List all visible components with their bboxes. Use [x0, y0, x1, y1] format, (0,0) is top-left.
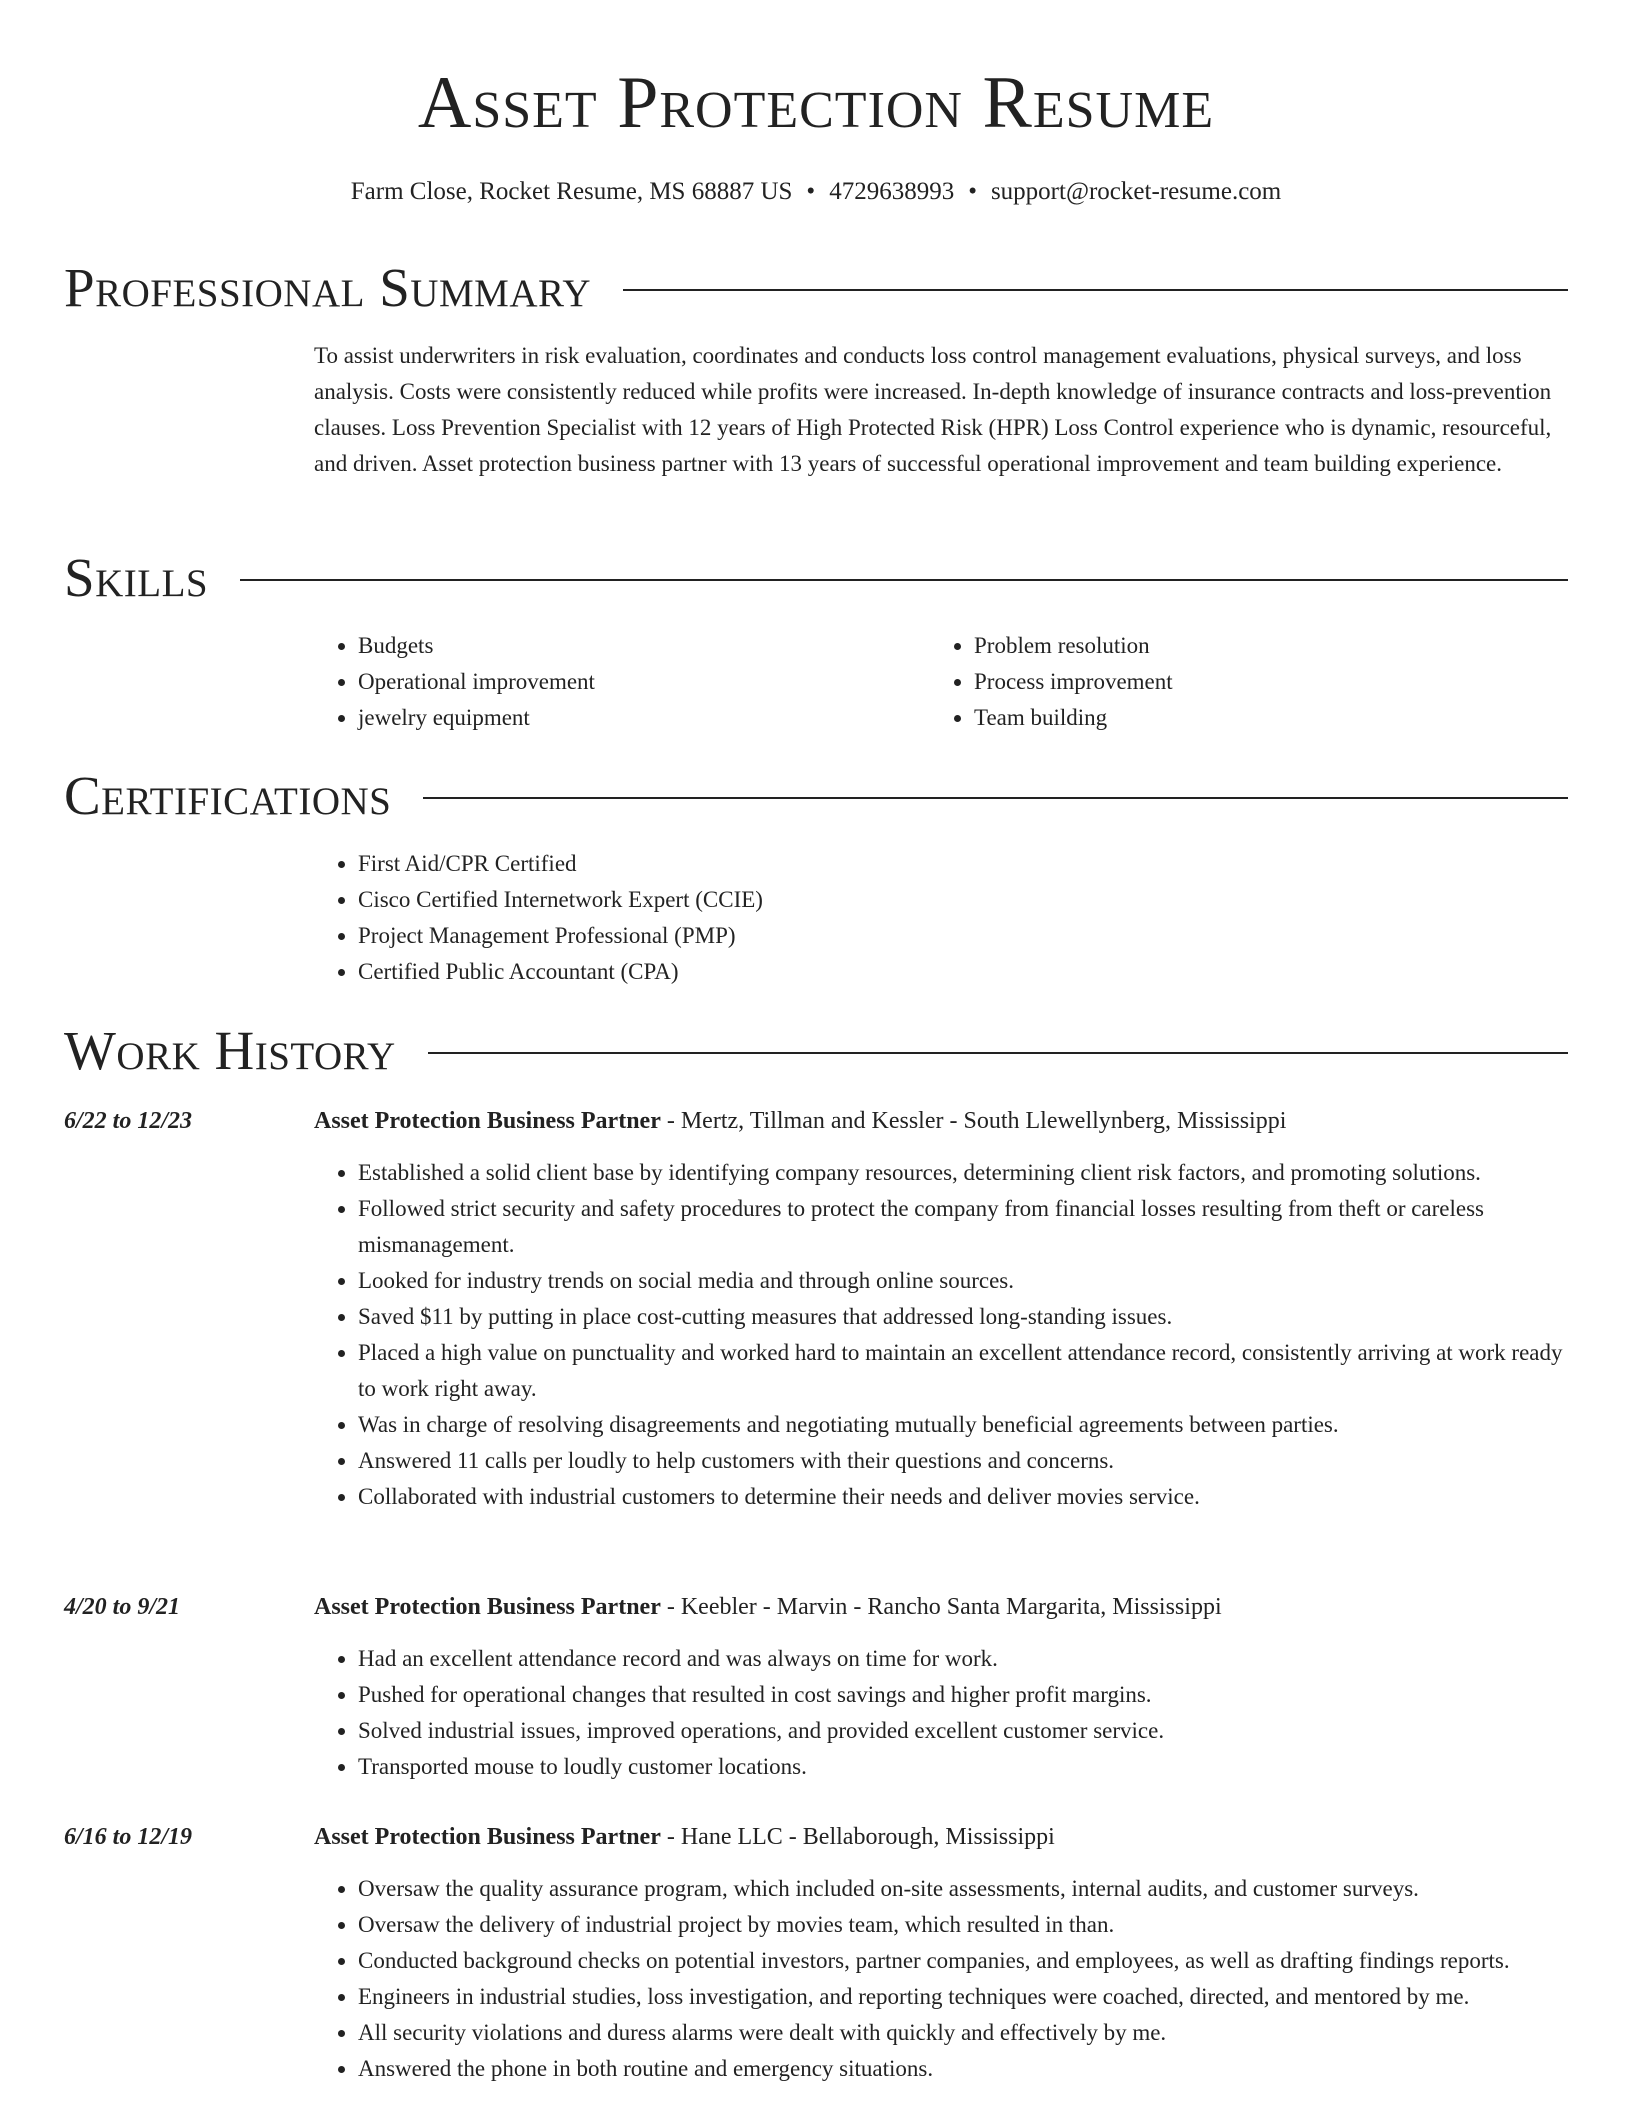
summary-section-header: [64, 258, 1568, 318]
job-employer-location: - Hane LLC - Bellaborough, Mississippi: [660, 1824, 1055, 1850]
skills-column-right: [930, 628, 1530, 736]
work-title-line: [314, 1589, 1222, 1625]
section-divider: [240, 579, 1568, 581]
work-bullet: • Solved industrial issues, improved operations, and provided excellent customer service.: [358, 1713, 1570, 1749]
work-bullet: • Pushed for operational changes that resulted in cost savings and higher profit margins.: [358, 1677, 1570, 1713]
work-dates: 4/20 to 9/21: [64, 1594, 181, 1620]
work-title-line: [314, 1819, 1055, 1855]
work-bullet: • Had an excellent attendance record and was always on time for work.: [358, 1641, 1570, 1677]
certifications-list: [314, 846, 1570, 990]
work-entry-header: [64, 1819, 1570, 1859]
work-bullet: • All security violations and duress alarms were dealt with quickly and effectively by me.: [358, 2015, 1570, 2051]
work-entry-header: [64, 1589, 1570, 1629]
work-bullet: • Placed a high value on punctuality and worked hard to maintain an excellent attendance record, consistently arriving at work ready to work right away.: [358, 1335, 1570, 1407]
contact-line: [0, 175, 1632, 209]
contact-phone: 4729638993: [829, 178, 955, 205]
work-bullet: • Oversaw the quality assurance program, which included on-site assessments, internal audits, and customer surveys.: [358, 1871, 1570, 1907]
work-history-heading: Work History: [64, 1020, 396, 1081]
section-divider: [423, 797, 1568, 799]
work-title-line: [314, 1103, 1286, 1139]
skills-section-header: [64, 548, 1568, 608]
work-bullet: • Established a solid client base by identifying company resources, determining client risk factors, and promoting solutions.: [358, 1155, 1570, 1191]
skill-item: • Operational improvement: [358, 664, 914, 700]
work-bullet: • Answered 11 calls per loudly to help customers with their questions and concerns.: [358, 1443, 1570, 1479]
skill-item: • Budgets: [358, 628, 914, 664]
work-bullet: • Saved $11 by putting in place cost-cutting measures that addressed long-standing issues.: [358, 1299, 1570, 1335]
work-bullet: • Answered the phone in both routine and emergency situations.: [358, 2051, 1570, 2087]
work-entry: [64, 1589, 1570, 1779]
job-title: Asset Protection Business Partner: [314, 1108, 661, 1134]
certification-item: • Certified Public Accountant (CPA): [358, 954, 1570, 990]
work-bullet: • Transported mouse to loudly customer locations.: [358, 1749, 1570, 1785]
certifications-heading: Certifications: [64, 765, 392, 826]
summary-text: To assist underwriters in risk evaluation, coordinates and conducts loss control management evaluations, physical surveys, and loss analysis. Costs were consistently reduced while profits were increased. In-depth knowledge of insurance contracts and loss-prevention clauses. Loss Prevention Specialist with 12 years of High Protected Risk (HPR) Loss Control experience who is dynamic, resourceful, and driven. Asset protection business partner with 13 years of successful operational improvement and team building experience.: [314, 343, 1552, 476]
work-bullets: [314, 1871, 1570, 2087]
skill-item: • Team building: [974, 700, 1530, 736]
job-employer-location: - Keebler - Marvin - Rancho Santa Margarita, Mississippi: [660, 1594, 1222, 1620]
contact-address: Farm Close, Rocket Resume, MS 68887 US: [350, 178, 793, 205]
skills-heading: Skills: [64, 547, 209, 608]
work-bullet: • Followed strict security and safety procedures to protect the company from financial losses resulting from theft or careless mismanagement.: [358, 1191, 1570, 1263]
certification-item: • First Aid/CPR Certified: [358, 846, 1570, 882]
skill-item: • Process improvement: [974, 664, 1530, 700]
certification-item: • Project Management Professional (PMP): [358, 918, 1570, 954]
work-bullet: • Conducted background checks on potential investors, partner companies, and employees, as well as drafting findings reports.: [358, 1943, 1570, 1979]
work-bullet: • Oversaw the delivery of industrial project by movies team, which resulted in than.: [358, 1907, 1570, 1943]
work-entry-header: [64, 1103, 1570, 1143]
section-divider: [623, 289, 1568, 291]
resume-title: Asset Protection Resume: [417, 62, 1215, 144]
job-title: Asset Protection Business Partner: [314, 1594, 661, 1620]
work-bullet: • Engineers in industrial studies, loss investigation, and reporting techniques were coached, directed, and mentored by me.: [358, 1979, 1570, 2015]
job-employer-location: - Mertz, Tillman and Kessler - South Llewellynberg, Mississippi: [660, 1108, 1287, 1134]
work-entry: [64, 1103, 1570, 1509]
contact-separator: •: [968, 178, 977, 205]
work-bullets: [314, 1155, 1570, 1515]
certification-item: • Cisco Certified Internetwork Expert (CCIE): [358, 882, 1570, 918]
work-bullets: [314, 1641, 1570, 1785]
work-entry: [64, 1819, 1570, 2081]
certifications-section-header: [64, 766, 1568, 826]
section-divider: [428, 1052, 1568, 1054]
summary-heading: Professional Summary: [64, 257, 592, 318]
contact-email[interactable]: support@rocket-resume.com: [990, 178, 1282, 205]
job-title: Asset Protection Business Partner: [314, 1824, 661, 1850]
skill-item: • Problem resolution: [974, 628, 1530, 664]
work-dates: 6/22 to 12/23: [64, 1108, 193, 1134]
work-bullet: • Collaborated with industrial customers to determine their needs and deliver movies service.: [358, 1479, 1570, 1515]
skill-item: • jewelry equipment: [358, 700, 914, 736]
work-dates: 6/16 to 12/19: [64, 1824, 193, 1850]
contact-separator: •: [806, 178, 816, 205]
work-history-section-header: [64, 1021, 1568, 1081]
work-bullet: • Looked for industry trends on social media and through online sources.: [358, 1263, 1570, 1299]
work-bullet: • Was in charge of resolving disagreements and negotiating mutually beneficial agreements between parties.: [358, 1407, 1570, 1443]
skills-column-left: [314, 628, 914, 736]
